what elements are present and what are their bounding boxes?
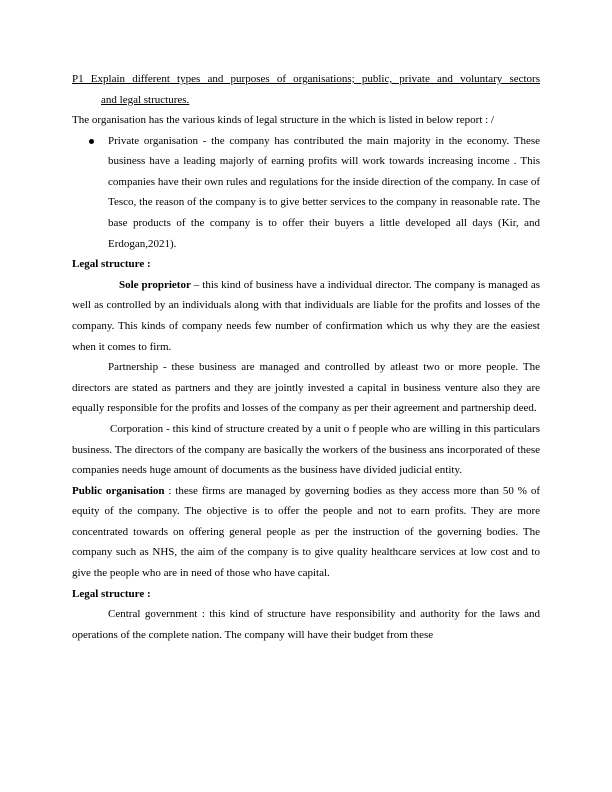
heading-line-1: P1 Explain different types and purposes of organisations; public, private and voluntary sectors [72, 73, 540, 85]
heading-line-2: and legal structures. [101, 93, 190, 106]
section-heading [72, 69, 540, 110]
public-organisation-label: Public organisation [72, 484, 165, 497]
sole-proprietor-paragraph [72, 275, 540, 357]
partnership-paragraph: Partnership - these business are managed and controlled by atleast two or more people. The directors are stated as partners and they are jointly invested a capital in business venture also they are equally responsible for the profits and losses of the company as per their agreement and partnership deed. [72, 361, 540, 415]
sole-proprietor-label: Sole proprietor [119, 278, 191, 291]
corporation-paragraph: Corporation - this kind of structure created by a unit o f people who are willing in this particulars business. The directors of the company are basically the workers of the business ans incorporated of these companies needs huge amount of documents as the business have divided judicial entity. [72, 422, 540, 477]
legal-structure-heading-2: Legal structure : [72, 587, 151, 600]
private-organisation-paragraph: Private organisation - the company has contributed the main majority in the economy. These business have a leading majorly of earning profits will work towards increasing income . This companies have their own rules and regulations for the inside direction of the company. In case of Tesco, the reason of the company is to give better services to the company in reasonable rate. The base products of the company is to offer their buyers a little developed all days (Kir, and Erdogan,2021). [108, 134, 540, 250]
central-government-paragraph: Central government : this kind of structure have responsibility and authority for the laws and operations of the complete nation. The company will have their budget from these [72, 608, 540, 641]
bullet-list-item [72, 131, 540, 255]
bullet-icon [89, 139, 94, 144]
sole-proprietor-text: – this kind of business have a individual director. The company is managed as well as controlled by an individuals along with that individuals are liable for the profits and losses of the company. This kinds of company needs few number of confirmation which us why they are the easiest when it comes to firm. [72, 278, 541, 353]
public-organisation-text: : these firms are managed by governing bodies as they access more than 50 % of equity of the company. The objective is to offer the people and not to earn profits. They are more concentrated towards on offering general people as per the instruction of the governing bodies. The company such as NHS, the aim of the company is to give quality healthcare services at low cost and to give the people who are in need of those who have capital. [72, 484, 541, 580]
public-organisation-paragraph [72, 481, 540, 584]
document-body [72, 110, 540, 645]
legal-structure-heading-1: Legal structure : [72, 258, 151, 271]
intro-paragraph: The organisation has the various kinds of legal structure in the which is listed in below report : / [72, 114, 494, 126]
